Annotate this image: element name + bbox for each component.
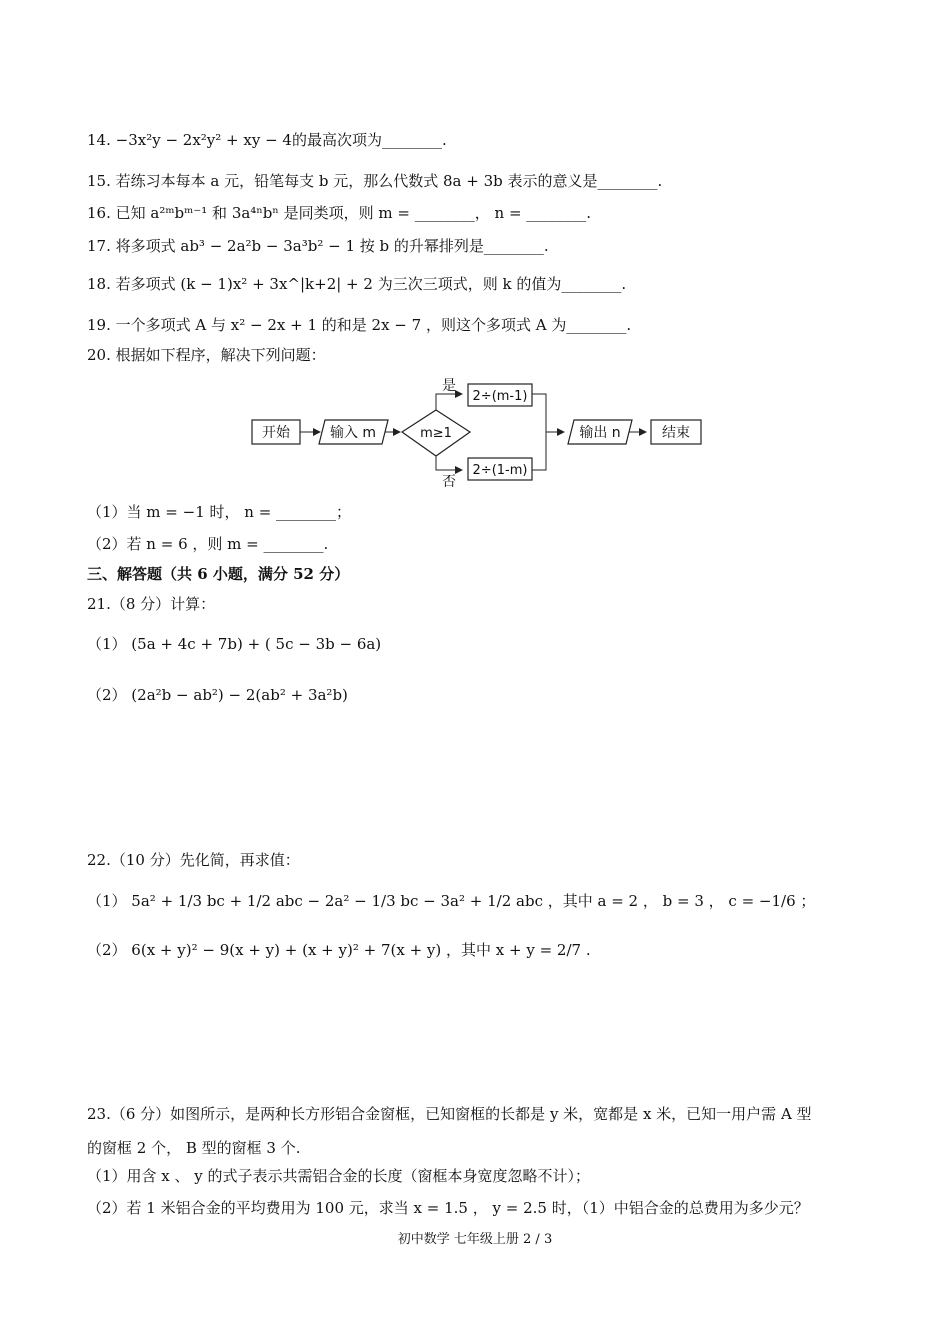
question-22-part-1: （1） 5a² + 1/3 bc + 1/2 abc − 2a² − 1/3 bc − 3a² + 1/2 abc ，其中 a = 2 ， b = 3 ， c = −1/6 ； <box>87 892 816 910</box>
question-19: 19. 一个多项式 A 与 x² − 2x + 1 的和是 2x − 7 ，则这个多项式 A 为________. <box>87 316 632 334</box>
page-footer: 初中数学 七年级上册 2 / 3 <box>397 1232 553 1247</box>
question-20: 20. 根据如下程序，解决下列问题： <box>87 346 326 364</box>
section-3-title: 三、解答题（共 6 小题，满分 52 分） <box>87 565 350 583</box>
question-21-part-1: （1） (5a + 4c + 7b) + ( 5c − 3b − 6a) <box>87 635 382 653</box>
question-21: 21.（8 分）计算： <box>87 595 216 613</box>
question-14: 14. −3x²y − 2x²y² + xy − 4的最高次项为________. <box>87 131 447 149</box>
flow-start: 开始 <box>262 425 290 441</box>
question-22: 22.（10 分）先化简，再求值： <box>87 851 300 869</box>
flow-input: 输入 m <box>329 425 377 441</box>
flow-condition: m≥1 <box>420 426 452 441</box>
flow-output: 输出 n <box>579 425 621 441</box>
question-20-part-2: （2）若 n = 6 ，则 m = ________. <box>87 535 329 553</box>
flow-yes-formula: 2÷(m-1) <box>472 389 528 404</box>
question-22-part-2: （2） 6(x + y)² − 9(x + y) + (x + y)² + 7(x + y) ，其中 x + y = 2/7 . <box>87 941 591 959</box>
flowchart <box>248 374 728 490</box>
flow-no: 否 <box>442 474 456 490</box>
question-15: 15. 若练习本每本 a 元，铅笔每支 b 元，那么代数式 8a + 3b 表示的意义是________. <box>87 172 663 190</box>
flow-no-formula: 2÷(1-m) <box>472 463 528 478</box>
question-18: 18. 若多项式 (k − 1)x² + 3x^|k+2| + 2 为三次三项式，则 k 的值为________. <box>87 275 627 293</box>
question-23-part-2: （2）若 1 米铝合金的平均费用为 100 元，求当 x = 1.5 ， y = 2.5 时，（1）中铝合金的总费用为多少元？ <box>87 1199 809 1217</box>
question-20-part-1: （1）当 m = −1 时， n = ________； <box>87 503 352 521</box>
question-17: 17. 将多项式 ab³ − 2a²b − 3a³b² − 1 按 b 的升幂排列是________. <box>87 237 549 255</box>
flow-end: 结束 <box>662 425 690 441</box>
question-23-line-1: 23.（6 分）如图所示，是两种长方形铝合金窗框，已知窗框的长都是 y 米，宽都是 x 米，已知一用户需 A 型 <box>87 1105 812 1123</box>
question-23-part-1: （1）用含 x 、 y 的式子表示共需铝合金的长度（窗框本身宽度忽略不计）； <box>87 1167 591 1185</box>
question-16: 16. 已知 a²ᵐbᵐ⁻¹ 和 3a⁴ⁿbⁿ 是同类项，则 m = ________， n = ________. <box>87 204 592 222</box>
question-23-line-2: 的窗框 2 个， B 型的窗框 3 个. <box>87 1139 301 1157</box>
flow-yes: 是 <box>442 378 456 394</box>
question-21-part-2: （2） (2a²b − ab²) − 2(ab² + 3a²b) <box>87 686 348 704</box>
